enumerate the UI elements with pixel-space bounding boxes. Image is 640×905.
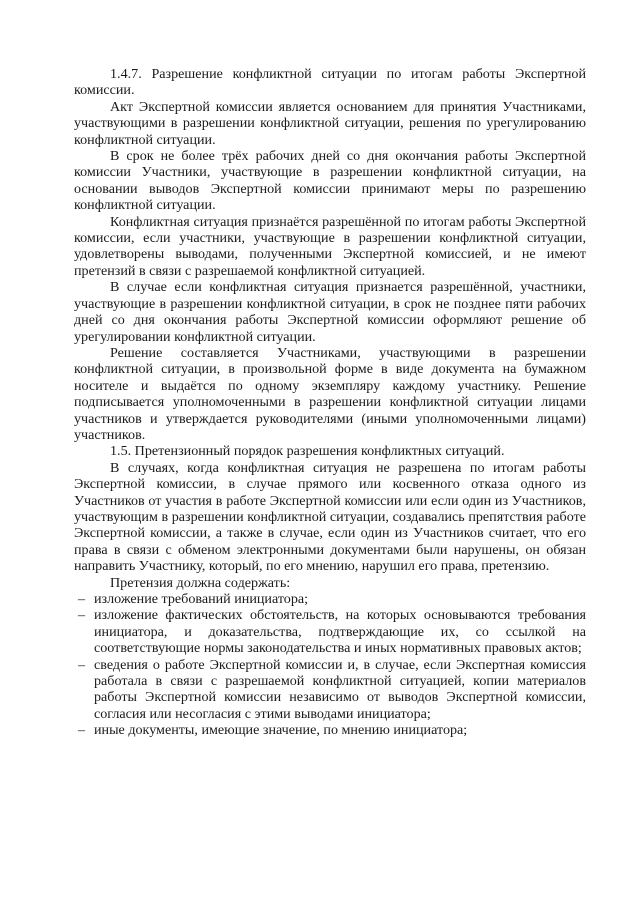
list-item xyxy=(74,591,586,607)
list-item xyxy=(74,722,586,738)
paragraph: Решение составляется Участниками, участвующими в разрешении конфликтной ситуации, в произвольной форме в виде документа на бумажном носителе и выдаётся по одному экземпляру каждому участнику. Решение подписывается уполномоченными в разрешении конфликтной ситуации лицами участников и утверждается руководителями (иными уполномоченными лицами) участников. xyxy=(74,344,586,443)
list-marker: – xyxy=(78,607,86,624)
list-item-text: иные документы, имеющие значение, по мнению инициатора; xyxy=(94,722,468,739)
paragraph: Акт Экспертной комиссии является основанием для принятия Участниками, участвующими в разрешении конфликтной ситуации, решения по урегулированию конфликтной ситуации. xyxy=(74,98,586,148)
list-item xyxy=(74,607,586,656)
list-marker: – xyxy=(78,591,86,607)
paragraph: В случае если конфликтная ситуация признается разрешённой, участники, участвующие в разрешении конфликтной ситуации, в срок не позднее пяти рабочих дней со дня окончания работы Экспертной комиссии оформляют решение об урегулировании конфликтной ситуации. xyxy=(74,279,586,345)
list-marker: – xyxy=(78,656,86,673)
list-item-text: изложение фактических обстоятельств, на которых основываются требования инициатора, и доказательства, подтверждающие их, со ссылкой на соответствующие нормы законодательства и иных нормативных правовых актов; xyxy=(94,607,586,657)
paragraph: В срок не более трёх рабочих дней со дня окончания работы Экспертной комиссии Участники, участвующие в разрешении конфликтной ситуации, на основании выводов Экспертной комиссии принимают меры по разрешению конфликтной ситуации. xyxy=(74,148,586,214)
paragraph: В случаях, когда конфликтная ситуация не разрешена по итогам работы Экспертной комиссии, в случае прямого или косвенного отказа одного из Участников от участия в работе Экспертной комиссии или если один из Участников, участвующим в разрешении конфликтной ситуации, создавались препятствия работе Экспертной комиссии, а также в случае, если один из Участников считает, что его права в связи с обменом электронными документами были нарушены, он обязан направить Участнику, который, по его мнению, нарушил его права, претензию. xyxy=(74,459,586,575)
paragraph: Конфликтная ситуация признаётся разрешённой по итогам работы Экспертной комиссии, если участники, участвующие в разрешении конфликтной ситуации, удовлетворены выводами, полученными Экспертной комиссией, и не имеют претензий в связи с разрешаемой конфликтной ситуацией. xyxy=(74,213,586,279)
list-item-text: сведения о работе Экспертной комиссии и, в случае, если Экспертная комиссия работала в связи с разрешаемой конфликтной ситуацией, копии материалов работы Экспертной комиссии независимо от выводов Экспертной комиссии, согласия или несогласия с этими выводами инициатора; xyxy=(94,656,586,722)
list-item xyxy=(74,657,586,723)
section-heading-1-4-7: 1.4.7. Разрешение конфликтной ситуации по итогам работы Экспертной комиссии. xyxy=(74,66,586,99)
section-heading-1-5: 1.5. Претензионный порядок разрешения конфликтных ситуаций. xyxy=(110,443,505,460)
document-page xyxy=(74,66,586,739)
claim-requirements-list xyxy=(74,591,586,739)
list-item-text: изложение требований инициатора; xyxy=(94,591,309,607)
claim-intro: Претензия должна содержать: xyxy=(110,574,291,591)
list-marker: – xyxy=(78,722,86,739)
